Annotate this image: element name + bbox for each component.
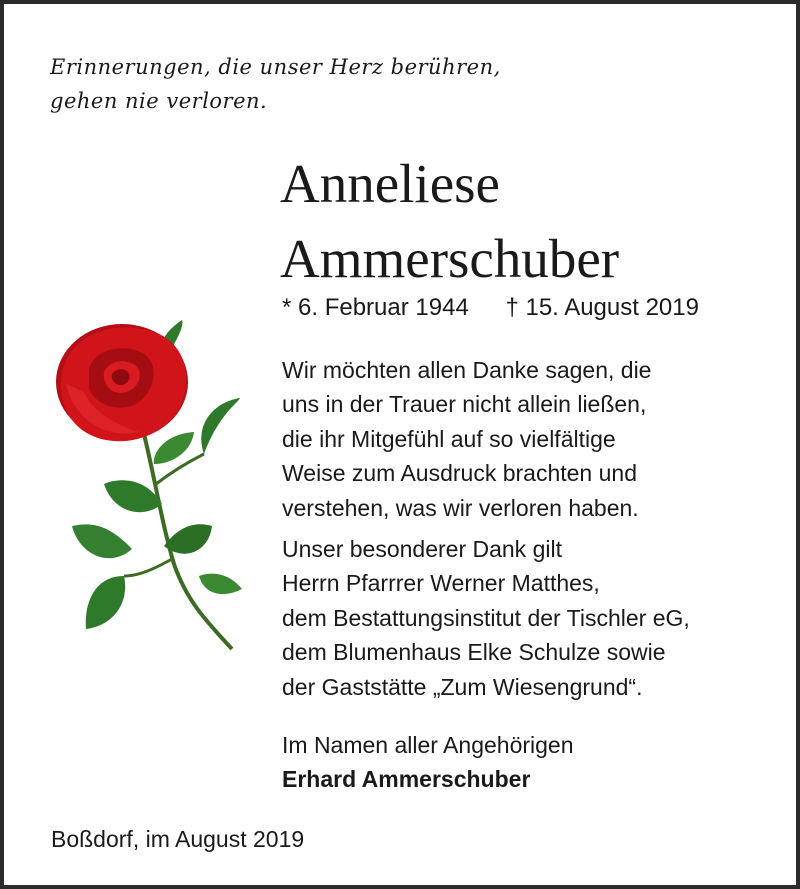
text-line: Unser besonderer Dank gilt [282,536,562,562]
text-line: die ihr Mitgefühl auf so vielfältige [282,425,616,452]
death-date: † 15. August 2019 [505,294,699,321]
text-line: Herrn Pfarrrer Werner Matthes, [282,570,600,597]
quote-line: Erinnerungen, die unser Herz berühren, [50,55,501,79]
text-line: verstehen, was wir verloren haben. [282,494,639,521]
text-line: der Gaststätte „Zum Wiesengrund“. [282,673,643,700]
place-date: Boßdorf, im August 2019 [51,826,305,852]
text-line: Wir möchten allen Danke sagen, die [282,357,652,383]
closing-line: Im Namen aller Angehörigen [282,732,574,758]
first-name: Anneliese [280,153,500,214]
text-line: Weise zum Ausdruck brachten und [282,460,637,487]
deceased-name [280,146,790,296]
last-name: Ammerschuber [280,228,620,289]
text-line: uns in der Trauer nicht allein ließen, [282,391,647,418]
text-line: dem Bestattungsinstitut der Tischler eG, [282,604,690,631]
birth-date: * 6. Februar 1944 [282,294,469,321]
memorial-quote [50,50,650,118]
special-thanks-paragraph [282,532,782,704]
red-rose-icon [44,314,254,674]
quote-line: gehen nie verloren. [50,89,268,113]
signer-name: Erhard Ammerschuber [282,766,531,793]
thanks-paragraph [282,353,782,525]
life-dates [282,290,782,326]
text-line: dem Blumenhaus Elke Schulze sowie [282,639,666,666]
closing-block [282,728,782,797]
